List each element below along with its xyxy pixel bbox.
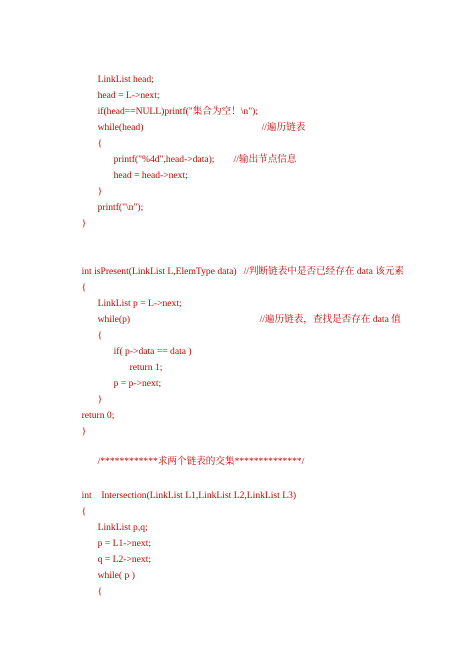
code-text: while(p) bbox=[97, 314, 131, 325]
code-line bbox=[88, 526, 152, 549]
code-line bbox=[72, 270, 87, 293]
code-text: { bbox=[97, 330, 103, 341]
comment-text: //遍历链表，查找是否存在 data 值 bbox=[259, 314, 401, 325]
code-text: int Intersection(LinkList L1,LinkList L2,LinkList L3) bbox=[81, 490, 297, 501]
code-line bbox=[88, 318, 103, 341]
code-line bbox=[88, 542, 152, 565]
code-line bbox=[72, 414, 87, 437]
code-line bbox=[72, 398, 115, 421]
code-text: } bbox=[97, 186, 103, 197]
code-line bbox=[72, 254, 237, 277]
code-comment bbox=[224, 142, 297, 165]
code-line bbox=[72, 478, 297, 501]
code-line bbox=[104, 366, 162, 389]
code-line bbox=[72, 206, 87, 229]
code-text: if(head==NULL)printf("集合为空！\n"); bbox=[97, 106, 258, 117]
code-line bbox=[104, 158, 188, 181]
code-text: head = L->next; bbox=[97, 90, 160, 101]
code-text: } bbox=[81, 218, 87, 229]
code-text: if( p->data == data ) bbox=[113, 346, 192, 357]
code-line bbox=[88, 302, 131, 325]
code-text: { bbox=[81, 506, 87, 517]
code-comment bbox=[234, 254, 405, 277]
code-text: printf("\n"); bbox=[97, 202, 144, 213]
code-text: } bbox=[97, 394, 103, 405]
code-line bbox=[104, 142, 215, 165]
comment-text: //判断链表中是否已经存在 data 该元素 bbox=[243, 266, 405, 277]
comment-text: //输出节点信息 bbox=[233, 154, 297, 165]
code-text: LinkList p = L->next; bbox=[97, 298, 182, 309]
code-line bbox=[88, 174, 103, 197]
code-line bbox=[88, 126, 103, 149]
code-line bbox=[72, 494, 87, 517]
code-line bbox=[88, 574, 103, 597]
code-text: head = head->next; bbox=[113, 170, 188, 181]
code-line bbox=[88, 78, 160, 101]
code-text: { bbox=[97, 138, 103, 149]
code-line bbox=[88, 558, 135, 581]
code-comment bbox=[252, 110, 306, 133]
code-comment bbox=[250, 302, 401, 325]
code-line bbox=[88, 510, 148, 533]
code-text: LinkList head; bbox=[97, 74, 154, 85]
code-text: { bbox=[97, 586, 103, 597]
code-line bbox=[88, 94, 258, 117]
code-text: /************求两个链表的交集**************/ bbox=[97, 456, 305, 467]
code-line bbox=[88, 110, 144, 133]
code-text: q = L2->next; bbox=[97, 554, 152, 565]
code-line bbox=[120, 350, 163, 373]
code-text: p = L1->next; bbox=[97, 538, 152, 549]
code-text: return 0; bbox=[81, 410, 115, 421]
code-text: while(head) bbox=[97, 122, 144, 133]
code-line bbox=[88, 190, 144, 213]
code-text: LinkList p,q; bbox=[97, 522, 148, 533]
code-text: { bbox=[81, 282, 87, 293]
comment-text: //遍历链表 bbox=[261, 122, 306, 133]
code-line bbox=[88, 382, 103, 405]
code-text: while( p ) bbox=[97, 570, 135, 581]
code-line bbox=[104, 334, 192, 357]
code-text: printf("%4d",head->data); bbox=[113, 154, 215, 165]
code-line bbox=[88, 62, 154, 85]
code-text: } bbox=[81, 426, 87, 437]
code-line bbox=[88, 286, 182, 309]
code-text: p = p->next; bbox=[113, 378, 162, 389]
section-comment bbox=[88, 444, 305, 467]
code-text: int isPresent(LinkList L,ElemType data) bbox=[81, 266, 237, 277]
code-text: return 1; bbox=[129, 362, 163, 373]
